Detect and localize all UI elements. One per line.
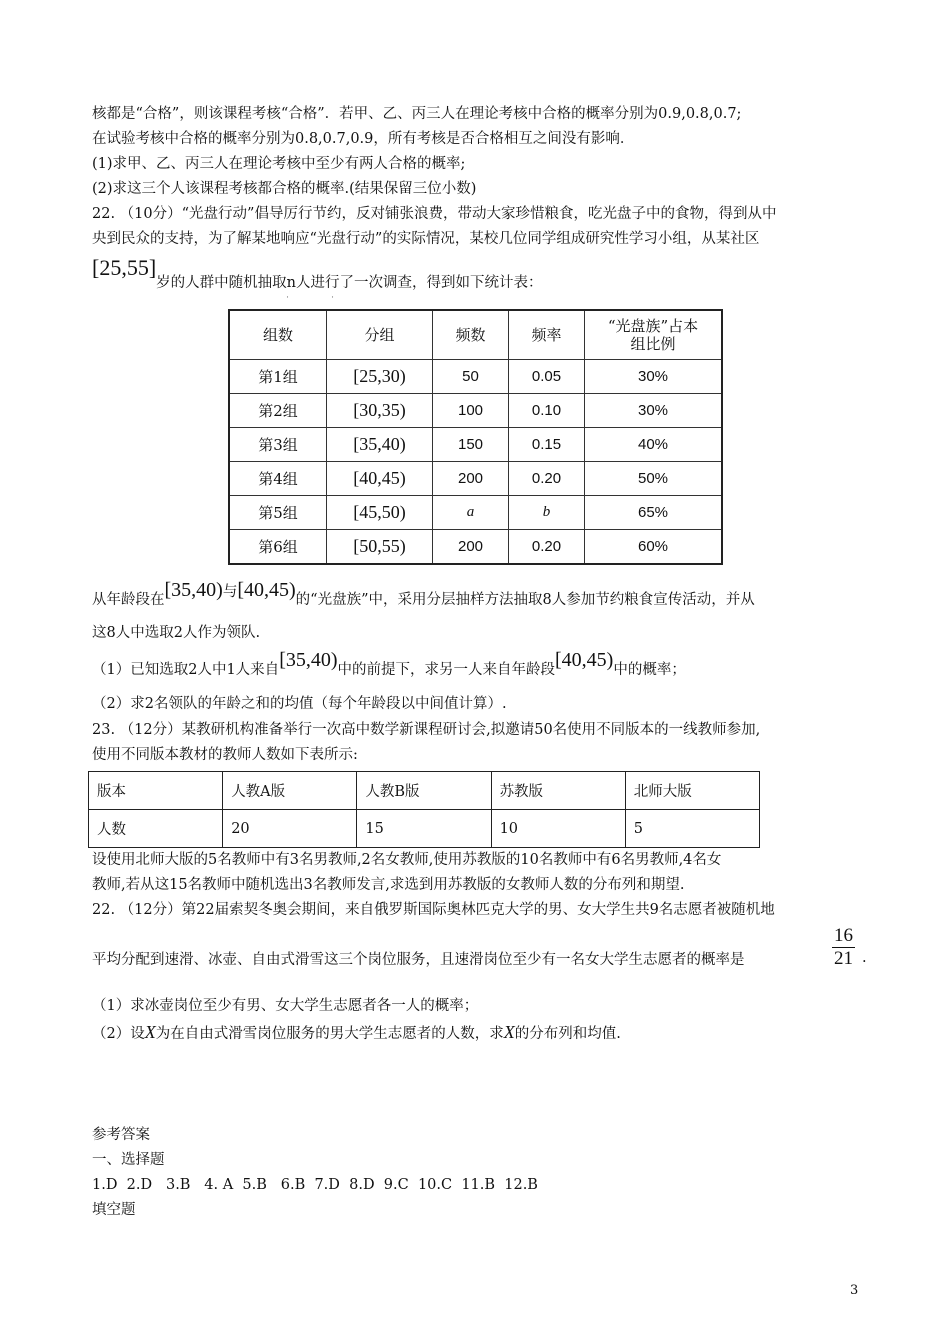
- variable-x: X: [144, 1022, 156, 1042]
- page-number: 3: [850, 1283, 859, 1298]
- question-23-line: 23. （12分）某教研机构准备举行一次高中数学新课程研讨会,拟邀请50名使用不同版本的一线教师参加,: [92, 722, 761, 738]
- question-22b-line: 22. （12分）第22届索契冬奥会期间，来自俄罗斯国际奥林匹克大学的男、女大学生共9名志愿者被随机地: [92, 902, 775, 918]
- table-cell: 50: [433, 360, 509, 394]
- table-cell: 0.15: [509, 428, 585, 462]
- table-cell: 苏教版: [491, 772, 625, 810]
- text-line: 这8人中选取2人作为领队.: [92, 625, 261, 641]
- text-line: [92, 578, 755, 608]
- header-cell: 组数: [229, 310, 327, 360]
- text-line: (2)求这三个人该课程考核都合格的概率.(结果保留三位小数): [92, 181, 477, 197]
- table-cell: 65%: [585, 496, 723, 530]
- interval-math: [40,45): [237, 579, 296, 601]
- question-23-line: 使用不同版本教材的教师人数如下表所示:: [92, 747, 358, 763]
- text-span: （1）已知选取2人中1人来自: [92, 662, 280, 678]
- scan-dots: ˙˙: [285, 296, 375, 307]
- interval-math: [40,45): [555, 649, 614, 671]
- table-cell: [35,40): [327, 428, 433, 462]
- text-line: 核都是“合格”，则该课程考核“合格”．若甲、乙、丙三人在理论考核中合格的概率分别为0.9,0.8,0.7;: [92, 106, 742, 122]
- table-row: [229, 462, 722, 496]
- table-cell: 5: [625, 810, 759, 848]
- variable-x: X: [503, 1022, 515, 1042]
- table-cell: 200: [433, 462, 509, 496]
- table-row: [229, 394, 722, 428]
- table-row: [229, 530, 722, 565]
- table-cell: 人数: [89, 810, 223, 848]
- text-line: [92, 1022, 621, 1044]
- table-cell: 0.05: [509, 360, 585, 394]
- interval-math: [35,40): [279, 649, 338, 671]
- table-cell: 第1组: [229, 360, 327, 394]
- text-line: (1)求甲、乙、丙三人在理论考核中至少有两人合格的概率;: [92, 156, 466, 172]
- table-row: [89, 810, 760, 848]
- table-cell: 40%: [585, 428, 723, 462]
- table-cell: 30%: [585, 360, 723, 394]
- text-line: 在试验考核中合格的概率分别为0.8,0.7,0.9，所有考核是否合格相互之间没有影响．: [92, 131, 635, 147]
- table-cell: 0.20: [509, 462, 585, 496]
- table-cell: 北师大版: [625, 772, 759, 810]
- text-span: （2）设: [92, 1026, 145, 1042]
- table-cell: [45,50): [327, 496, 433, 530]
- question-22b-line: 平均分配到速滑、冰壶、自由式滑雪这三个岗位服务，且速滑岗位至少有一名女大学生志愿者的概率是: [92, 952, 745, 968]
- table-cell: 第2组: [229, 394, 327, 428]
- text-span: 为在自由式滑雪岗位服务的男大学生志愿者的人数，求: [155, 1026, 504, 1042]
- table-cell: a: [433, 496, 509, 530]
- answers-section: 填空题: [92, 1202, 136, 1218]
- stats-table-header: [229, 310, 722, 360]
- table-cell: [30,35): [327, 394, 433, 428]
- table-cell: 200: [433, 530, 509, 565]
- question-22-line: [92, 255, 543, 291]
- answers-section: 一、选择题: [92, 1152, 165, 1168]
- table-cell: 30%: [585, 394, 723, 428]
- header-cell: 频率: [509, 310, 585, 360]
- text-line: （1）求冰壶岗位至少有男、女大学生志愿者各一人的概率；: [92, 998, 479, 1014]
- table-cell: 60%: [585, 530, 723, 565]
- text-line: 教师,若从这15名教师中随机选出3名教师发言,求选到用苏教版的女教师人数的分布列和期望.: [92, 877, 685, 893]
- question-22-line: 22. （10分）“光盘行动”倡导厉行节约，反对铺张浪费，带动大家珍惜粮食，吃光盘子中的食物，得到从中: [92, 206, 777, 222]
- text-span: 与: [222, 584, 238, 600]
- table-cell: [40,45): [327, 462, 433, 496]
- text-span: 的“光盘族”中，采用分层抽样方法抽取8人参加节约粮食宣传活动，并从: [295, 592, 755, 608]
- text-line: 设使用北师大版的5名教师中有3名男教师,2名女教师,使用苏教版的10名教师中有6名男教师,4名女: [92, 852, 722, 868]
- table-cell: 50%: [585, 462, 723, 496]
- table-cell: 人教B版: [357, 772, 491, 810]
- stats-table: [228, 309, 723, 565]
- table-cell: 0.10: [509, 394, 585, 428]
- fraction-denominator: 21: [834, 948, 853, 969]
- table-cell: 第3组: [229, 428, 327, 462]
- table-cell: [25,30): [327, 360, 433, 394]
- text-span: 从年龄段在: [92, 592, 165, 608]
- table-cell: 第4组: [229, 462, 327, 496]
- table-row: [229, 428, 722, 462]
- table-cell: [50,55): [327, 530, 433, 565]
- table-cell: 20: [223, 810, 357, 848]
- table-cell: 版本: [89, 772, 223, 810]
- answers-choices: 1.D 2.D 3.B 4. A 5.B 6.B 7.D 8.D 9.C 10.C 11.B 12.B: [92, 1177, 538, 1193]
- table-row: [229, 496, 722, 530]
- text-span: 中的概率；: [613, 662, 686, 678]
- text-line: （2）求2名领队的年龄之和的均值（每个年龄段以中间值计算）.: [92, 696, 507, 712]
- table-cell: 0.20: [509, 530, 585, 565]
- table-cell: 100: [433, 394, 509, 428]
- fraction: [832, 925, 855, 970]
- table-cell: 150: [433, 428, 509, 462]
- table-cell: b: [509, 496, 585, 530]
- header-cell: 分组: [327, 310, 433, 360]
- table-row: [89, 772, 760, 810]
- table-row: [229, 360, 722, 394]
- table-cell: 第6组: [229, 530, 327, 565]
- text-span: 中的前提下，求另一人来自年龄段: [337, 662, 556, 678]
- header-cell: 频数: [433, 310, 509, 360]
- table-cell: 15: [357, 810, 491, 848]
- version-table: [88, 771, 760, 848]
- text-span: 的分布列和均值.: [514, 1026, 621, 1042]
- interval-math: [25,55]: [92, 255, 157, 280]
- interval-math: [35,40): [164, 579, 223, 601]
- table-cell: 人教A版: [223, 772, 357, 810]
- question-22-line: 央到民众的支持，为了解某地响应“光盘行动”的实际情况，某校几位同学组成研究性学习小组，从某社区: [92, 231, 760, 247]
- question-22-text: 岁的人群中随机抽取n人进行了一次调查，得到如下统计表：: [156, 275, 543, 291]
- table-cell: 10: [491, 810, 625, 848]
- answers-title: 参考答案: [92, 1127, 150, 1143]
- header-cell: “光盘族”占本组比例: [585, 310, 723, 360]
- text-line: [92, 648, 686, 678]
- fraction-numerator: 16: [834, 925, 853, 946]
- table-cell: 第5组: [229, 496, 327, 530]
- period: .: [862, 950, 867, 966]
